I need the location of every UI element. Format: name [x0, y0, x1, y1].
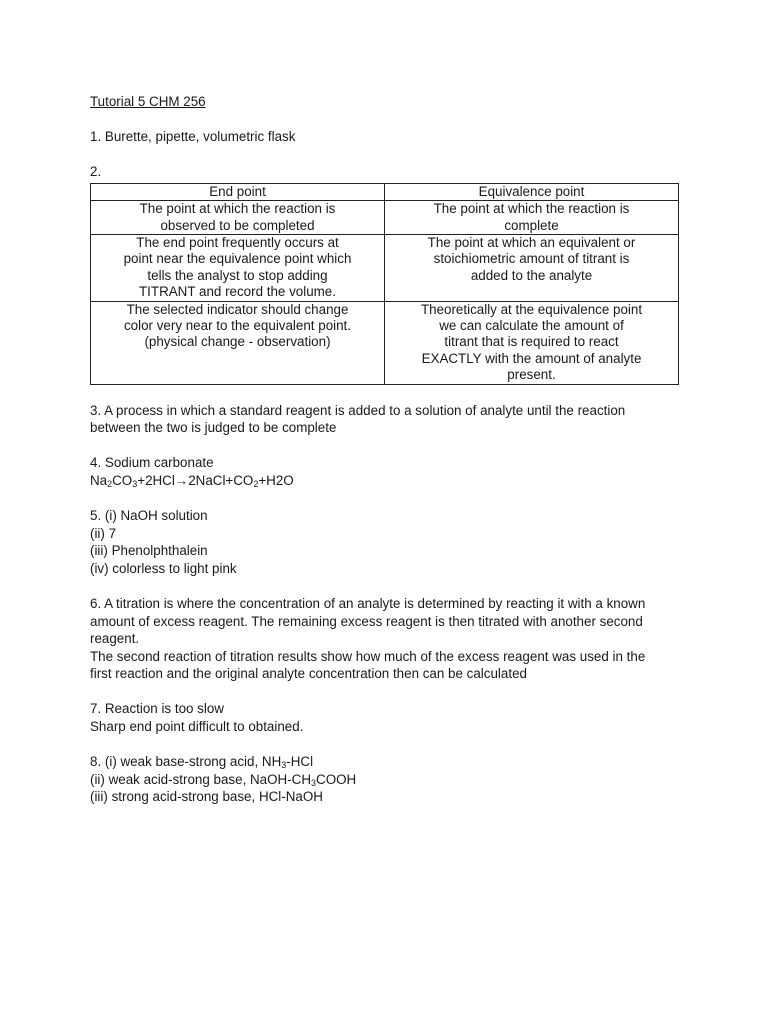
answer-3-line: between the two is judged to be complete: [90, 420, 337, 436]
answer-8-line: (iii) strong acid-strong base, HCl-NaOH: [90, 789, 323, 805]
cell-line: complete: [504, 217, 559, 233]
cell-line: color very near to the equivalent point.: [123, 318, 352, 334]
table-header-row: [91, 183, 679, 200]
cell-line: present.: [507, 367, 556, 383]
answer-6-line: reagent.: [90, 631, 140, 647]
cell-line: The point at which the reaction is: [139, 201, 336, 217]
cell-line: The point at which an equivalent or: [427, 235, 636, 250]
cell-line: Theoretically at the equivalence point: [420, 301, 643, 317]
answer-8-line: 8. (i) weak base-strong acid, $NH_3$-HCl: [90, 754, 314, 771]
table-row: [91, 235, 679, 302]
table-header-cell: Equivalence point: [385, 183, 679, 200]
cell-line: added to the analyte: [470, 267, 593, 283]
table-cell: [385, 235, 679, 302]
cell-line: EXACTLY with the amount of analyte: [421, 350, 642, 366]
cell-line: observed to be completed: [160, 217, 315, 233]
answer-5-line: (ii) 7: [90, 525, 117, 541]
cell-line: titrant that is required to react: [444, 334, 619, 350]
answer-3-line: 3. A process in which a standard reagent is added to a solution of analyte until the reaction: [90, 402, 626, 418]
cell-line: The selected indicator should change: [126, 301, 349, 317]
answer-1: 1. Burette, pipette, volumetric flask: [90, 129, 296, 145]
answer-7-line: 7. Reaction is too slow: [90, 701, 224, 717]
table-cell: [91, 301, 385, 384]
answer-6-line: The second reaction of titration results show how much of the excess reagent was used in the: [90, 648, 646, 664]
answer-6-line: first reaction and the original analyte concentration then can be calculated: [90, 666, 527, 682]
cell-line: (physical change - observation): [144, 334, 331, 350]
table-cell: [385, 301, 679, 384]
cell-line: The point at which the reaction is: [433, 201, 630, 217]
answer-8-line: (ii) weak acid-strong base, NaOH-$CH_3COOH$: [90, 771, 357, 788]
cell-line: point near the equivalence point which: [123, 251, 352, 267]
cell-line: TITRANT and record the volume.: [139, 284, 336, 300]
comparison-table: [90, 183, 679, 385]
answer-4-line: 4. Sodium carbonate: [90, 455, 214, 471]
cell-line: we can calculate the amount of: [439, 318, 624, 334]
table-cell: [91, 201, 385, 235]
chemical-equation: $Na_2CO_3+2HCl\to 2NaCl+CO_2+H2O$: [90, 472, 294, 489]
answer-5-line: 5. (i) NaOH solution: [90, 508, 208, 524]
document-title: Tutorial 5 CHM 256: [90, 94, 206, 109]
document-page: [90, 93, 690, 806]
answer-6-line: 6. A titration is where the concentration of an analyte is determined by reacting it with a known: [90, 595, 646, 611]
table-row: [91, 201, 679, 235]
answer-7-line: Sharp end point difficult to obtained.: [90, 718, 304, 734]
answer-6-line: amount of excess reagent. The remaining excess reagent is then titrated with another second: [90, 613, 643, 629]
cell-line: stoichiometric amount of titrant is: [433, 251, 630, 267]
cell-line: tells the analyst to stop adding: [147, 267, 328, 283]
table-row: [91, 301, 679, 384]
table-cell: [385, 201, 679, 235]
answer-2-label: 2.: [90, 164, 102, 180]
answer-5-line: (iv) colorless to light pink: [90, 560, 237, 576]
table-cell: [91, 235, 385, 302]
table-header-cell: End point: [91, 183, 385, 200]
cell-line: The end point frequently occurs at: [136, 235, 339, 250]
answer-5-line: (iii) Phenolphthalein: [90, 543, 208, 559]
